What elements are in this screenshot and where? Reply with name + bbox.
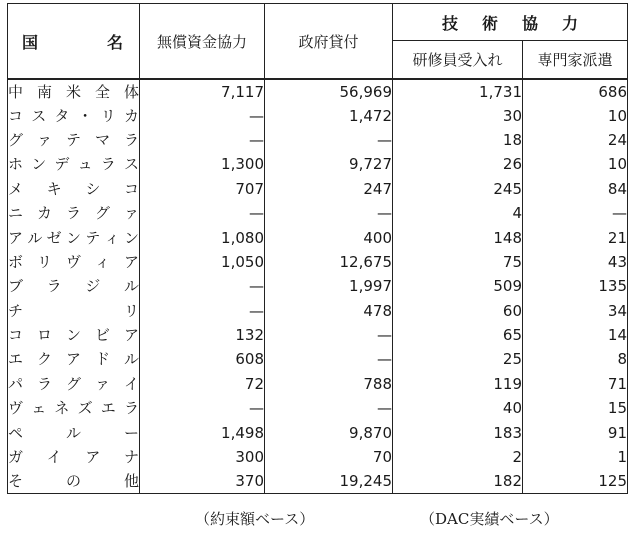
- cell-loan: —: [265, 396, 393, 420]
- cell-experts: 8: [523, 347, 628, 371]
- cell-grant: —: [140, 128, 265, 152]
- table-row: [8, 396, 628, 420]
- header-loan: 政府貸付: [265, 4, 393, 80]
- cell-experts: 686: [523, 79, 628, 103]
- cell-trainees: 509: [393, 274, 523, 298]
- table-row: [8, 177, 628, 201]
- cell-loan: 56,969: [265, 79, 393, 103]
- country-name: コ ス タ ・ リ カ: [8, 103, 140, 127]
- cell-loan: —: [265, 323, 393, 347]
- country-name: ペ ル ー: [8, 420, 140, 444]
- cell-loan: 788: [265, 372, 393, 396]
- cell-loan: 12,675: [265, 250, 393, 274]
- country-name: ガ イ ア ナ: [8, 445, 140, 469]
- cell-trainees: 40: [393, 396, 523, 420]
- cell-trainees: 182: [393, 469, 523, 493]
- country-name: ア ル ゼ ン テ ィ ン: [8, 225, 140, 249]
- cell-experts: 71: [523, 372, 628, 396]
- country-name: 中 南 米 全 体: [8, 79, 140, 103]
- cell-experts: 24: [523, 128, 628, 152]
- cell-loan: 478: [265, 299, 393, 323]
- cell-experts: 15: [523, 396, 628, 420]
- cell-experts: 135: [523, 274, 628, 298]
- cell-grant: 370: [140, 469, 265, 493]
- table-row: [8, 445, 628, 469]
- table-row: [8, 323, 628, 347]
- country-name: メ キ シ コ: [8, 177, 140, 201]
- country-name: チ リ: [8, 299, 140, 323]
- table-row: [8, 372, 628, 396]
- country-name: コ ロ ン ビ ア: [8, 323, 140, 347]
- cell-trainees: 60: [393, 299, 523, 323]
- cell-loan: 400: [265, 225, 393, 249]
- cell-grant: 1,050: [140, 250, 265, 274]
- cell-loan: 1,997: [265, 274, 393, 298]
- cell-experts: 21: [523, 225, 628, 249]
- aid-table: [7, 3, 628, 494]
- header-tech: 技術協力: [393, 4, 628, 41]
- cell-loan: 9,727: [265, 152, 393, 176]
- country-name: グ ァ テ マ ラ: [8, 128, 140, 152]
- table-row: [8, 201, 628, 225]
- table-row: [8, 128, 628, 152]
- cell-trainees: 119: [393, 372, 523, 396]
- country-name: ホ ン デ ュ ラ ス: [8, 152, 140, 176]
- header-experts: 専門家派遣: [523, 41, 628, 80]
- table-body: [8, 79, 628, 494]
- cell-trainees: 1,731: [393, 79, 523, 103]
- header-trainees: 研修員受入れ: [393, 41, 523, 80]
- cell-experts: 43: [523, 250, 628, 274]
- cell-grant: 300: [140, 445, 265, 469]
- cell-grant: —: [140, 396, 265, 420]
- country-name: パ ラ グ ァ イ: [8, 372, 140, 396]
- cell-experts: 10: [523, 152, 628, 176]
- cell-trainees: 26: [393, 152, 523, 176]
- cell-experts: 10: [523, 103, 628, 127]
- cell-trainees: 2: [393, 445, 523, 469]
- cell-trainees: 18: [393, 128, 523, 152]
- cell-trainees: 25: [393, 347, 523, 371]
- cell-trainees: 30: [393, 103, 523, 127]
- country-name: ブ ラ ジ ル: [8, 274, 140, 298]
- cell-trainees: 75: [393, 250, 523, 274]
- table-row: [8, 103, 628, 127]
- table-row: [8, 225, 628, 249]
- cell-grant: 707: [140, 177, 265, 201]
- table-row: [8, 299, 628, 323]
- cell-trainees: 148: [393, 225, 523, 249]
- cell-grant: 1,498: [140, 420, 265, 444]
- table-row: [8, 420, 628, 444]
- cell-experts: 84: [523, 177, 628, 201]
- cell-trainees: 4: [393, 201, 523, 225]
- cell-trainees: 65: [393, 323, 523, 347]
- cell-grant: —: [140, 103, 265, 127]
- cell-grant: 7,117: [140, 79, 265, 103]
- country-name: ニ カ ラ グ ァ: [8, 201, 140, 225]
- table-row: [8, 469, 628, 493]
- table-row: [8, 347, 628, 371]
- table-row: [8, 250, 628, 274]
- header-country: 国 名: [8, 4, 140, 80]
- cell-loan: —: [265, 128, 393, 152]
- table-header: [8, 4, 628, 80]
- note-dac-basis: （DAC実績ベース）: [420, 510, 559, 528]
- cell-trainees: 245: [393, 177, 523, 201]
- cell-grant: 72: [140, 372, 265, 396]
- note-pledge-basis: （約束額ベース）: [195, 510, 315, 528]
- header-grant: 無償資金協力: [140, 4, 265, 80]
- cell-trainees: 183: [393, 420, 523, 444]
- cell-experts: 34: [523, 299, 628, 323]
- cell-grant: —: [140, 274, 265, 298]
- country-name: ボ リ ヴ ィ ア: [8, 250, 140, 274]
- cell-experts: 1: [523, 445, 628, 469]
- cell-grant: 608: [140, 347, 265, 371]
- cell-loan: 9,870: [265, 420, 393, 444]
- cell-experts: 125: [523, 469, 628, 493]
- cell-grant: —: [140, 201, 265, 225]
- cell-loan: —: [265, 347, 393, 371]
- cell-grant: 1,300: [140, 152, 265, 176]
- cell-grant: —: [140, 299, 265, 323]
- country-name: エ ク ア ド ル: [8, 347, 140, 371]
- country-name: ヴ ェ ネ ズ エ ラ: [8, 396, 140, 420]
- cell-loan: 70: [265, 445, 393, 469]
- cell-loan: 19,245: [265, 469, 393, 493]
- cell-loan: —: [265, 201, 393, 225]
- cell-grant: 132: [140, 323, 265, 347]
- table-row: [8, 152, 628, 176]
- country-name: そ の 他: [8, 469, 140, 493]
- table-row: [8, 274, 628, 298]
- cell-loan: 1,472: [265, 103, 393, 127]
- cell-experts: 14: [523, 323, 628, 347]
- cell-grant: 1,080: [140, 225, 265, 249]
- cell-experts: —: [523, 201, 628, 225]
- cell-experts: 91: [523, 420, 628, 444]
- cell-loan: 247: [265, 177, 393, 201]
- table-row: [8, 79, 628, 103]
